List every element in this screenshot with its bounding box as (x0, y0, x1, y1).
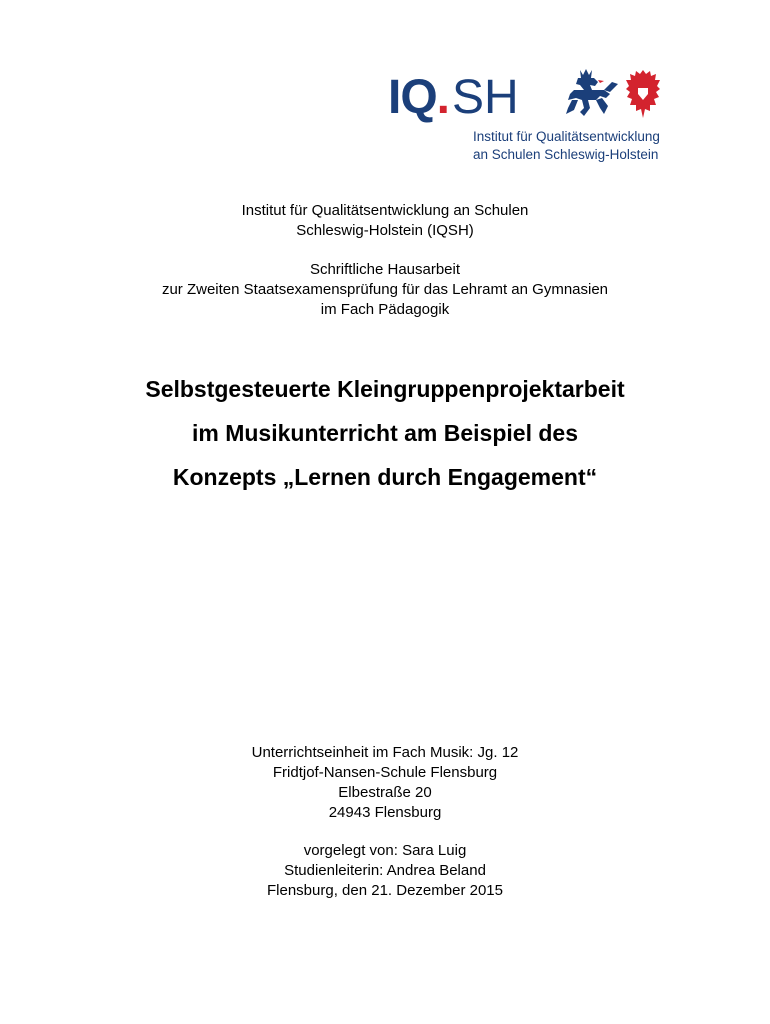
logo-subtitle (473, 128, 703, 164)
logo-wordmark (388, 66, 519, 122)
institute-line1: Institut für Qualitätsentwicklung an Schulen (241, 202, 529, 219)
thesis-title-line2: im Musikunterricht am Beispiel des (191, 420, 578, 446)
institute-line2: Schleswig-Holstein (IQSH) (296, 222, 474, 239)
institute-name (0, 201, 770, 241)
logo-subtitle-line1: Institut für Qualitätsentwicklung (473, 129, 660, 144)
logo-dot: . (436, 71, 451, 124)
thesis-type-line3: im Fach Pädagogik (320, 301, 450, 318)
school-info-line2: Fridtjof-Nansen-Schule Flensburg (272, 764, 498, 781)
thesis-type (0, 260, 770, 320)
author-info (0, 841, 770, 901)
iqsh-logo (388, 66, 698, 166)
thesis-type-line2: zur Zweiten Staatsexamensprüfung für das Lehramt an Gymnasien (161, 281, 609, 298)
school-info-line3: Elbestraße 20 (338, 784, 432, 801)
author-info-line1: vorgelegt von: Sara Luig (303, 842, 467, 859)
thesis-title (0, 367, 770, 499)
author-info-line3: Flensburg, den 21. Dezember 2015 (267, 882, 503, 899)
thesis-type-line1: Schriftliche Hausarbeit (309, 261, 461, 278)
logo-iq-text: IQ (388, 71, 437, 124)
thesis-title-line1: Selbstgesteuerte Kleingruppenprojektarbeit (145, 376, 625, 402)
logo-sh-text: SH (452, 71, 519, 124)
logo-subtitle-line2: an Schulen Schleswig-Holstein (473, 147, 659, 162)
school-info-line4: 24943 Flensburg (328, 804, 442, 821)
school-info (0, 743, 770, 823)
author-info-line2: Studienleiterin: Andrea Beland (284, 862, 486, 879)
lion-icon (560, 68, 620, 118)
school-info-line1: Unterrichtseinheit im Fach Musik: Jg. 12 (251, 744, 519, 761)
thesis-title-line3: Konzepts „Lernen durch Engagement“ (172, 464, 598, 490)
nettle-leaf-icon (626, 70, 660, 118)
